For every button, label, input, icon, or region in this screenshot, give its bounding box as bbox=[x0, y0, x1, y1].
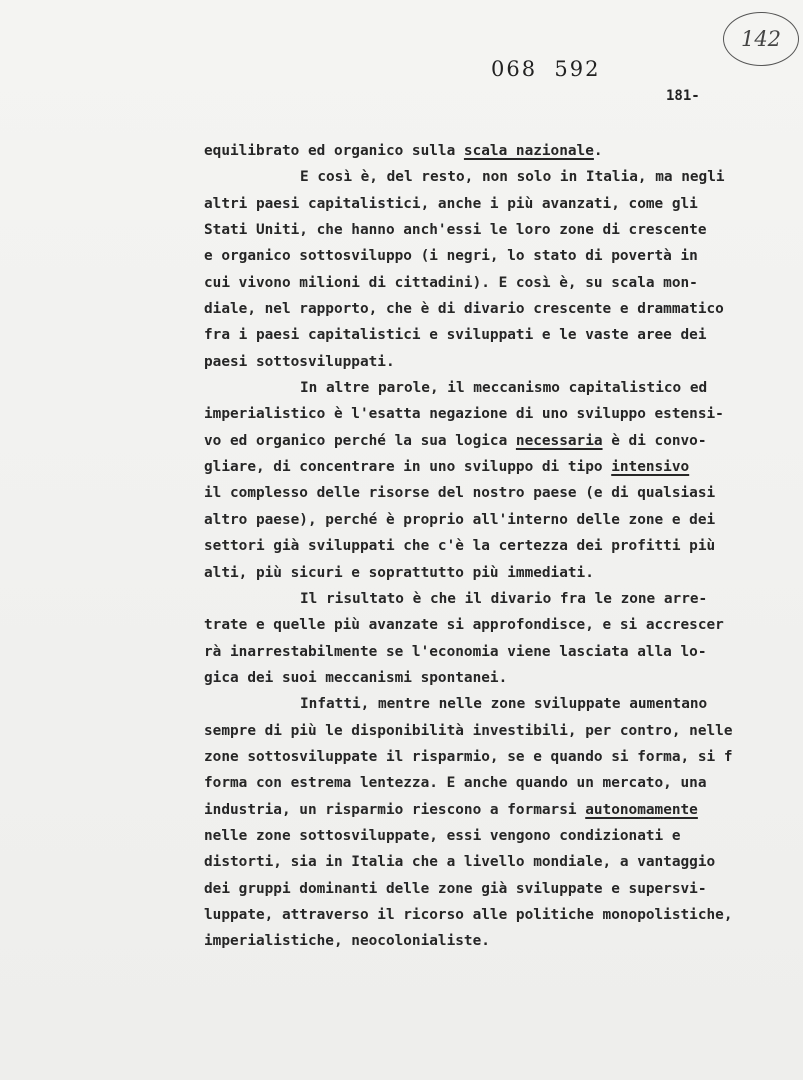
text-line bbox=[204, 823, 800, 849]
text-segment: imperialistiche, neocolonialiste. bbox=[204, 933, 490, 950]
document-number: 068 592 bbox=[491, 57, 601, 81]
text-line bbox=[204, 718, 800, 744]
text-line bbox=[204, 665, 800, 691]
text-segment: nelle zone sottosviluppate, essi vengono condizionati e bbox=[204, 827, 681, 844]
text-segment: altro paese), perché è proprio all'interno delle zone e dei bbox=[204, 511, 716, 528]
text-line bbox=[204, 375, 800, 401]
text-segment: Il risultato è che il divario fra le zone arre- bbox=[300, 590, 708, 607]
text-line bbox=[204, 164, 800, 190]
page-number: 181- bbox=[666, 88, 700, 104]
text-line bbox=[204, 138, 800, 164]
underlined-text: necessaria bbox=[515, 432, 603, 449]
text-segment: industria, un risparmio riescono a formarsi bbox=[204, 801, 586, 818]
handwritten-page-stamp bbox=[723, 12, 799, 66]
text-segment: altri paesi capitalistici, anche i più avanzati, come gli bbox=[204, 195, 698, 212]
text-segment: gica dei suoi meccanismi spontanei. bbox=[204, 669, 508, 686]
text-segment: distorti, sia in Italia che a livello mondiale, a vantaggio bbox=[204, 854, 716, 871]
text-segment: luppate, attraverso il ricorso alle politiche monopolistiche, bbox=[204, 906, 733, 923]
text-segment: sempre di più le disponibilità investibili, per contro, nelle bbox=[204, 722, 733, 739]
text-line bbox=[204, 639, 800, 665]
text-segment: In altre parole, il meccanismo capitalistico ed bbox=[300, 380, 708, 397]
stamp-number: 142 bbox=[740, 27, 782, 51]
text-segment: Stati Uniti, che hanno anch'essi le loro zone di crescente bbox=[204, 222, 707, 239]
text-segment: alti, più sicuri e soprattutto più immediati. bbox=[204, 564, 594, 581]
text-line bbox=[204, 533, 800, 559]
text-line bbox=[204, 928, 800, 954]
text-line bbox=[204, 744, 800, 770]
underlined-text: scala nazionale bbox=[463, 143, 594, 159]
text-line bbox=[204, 217, 800, 243]
text-segment: dei gruppi dominanti delle zone già sviluppate e supersvi- bbox=[204, 880, 707, 897]
text-line bbox=[204, 454, 800, 480]
text-line bbox=[204, 191, 800, 217]
text-line bbox=[204, 480, 800, 506]
text-segment: Infatti, mentre nelle zone sviluppate aumentano bbox=[300, 696, 708, 713]
text-line bbox=[204, 507, 800, 533]
text-line bbox=[204, 586, 800, 612]
text-segment: equilibrato ed organico sulla bbox=[204, 143, 464, 159]
text-line bbox=[204, 296, 800, 322]
underlined-text: autonomamente bbox=[585, 801, 698, 818]
text-segment: diale, nel rapporto, che è di divario crescente e drammatico bbox=[204, 301, 724, 318]
text-segment: cui vivono milioni di cittadini). E così è, su scala mon- bbox=[204, 274, 698, 291]
text-segment: è di convo- bbox=[602, 432, 707, 449]
text-line bbox=[204, 243, 800, 269]
text-segment: imperialistico è l'esatta negazione di uno sviluppo estensi- bbox=[204, 406, 724, 423]
underlined-text: intensivo bbox=[611, 459, 690, 476]
text-segment: zone sottosviluppate il risparmio, se e quando si forma, si f bbox=[204, 748, 733, 765]
text-segment: settori già sviluppati che c'è la certezza dei profitti più bbox=[204, 538, 716, 555]
text-line bbox=[204, 270, 800, 296]
text-segment: il complesso delle risorse del nostro paese (e di qualsiasi bbox=[204, 485, 716, 502]
text-line bbox=[204, 612, 800, 638]
text-segment: fra i paesi capitalistici e sviluppati e le vaste aree dei bbox=[204, 327, 707, 344]
text-line bbox=[204, 902, 800, 928]
text-line bbox=[204, 322, 800, 348]
text-line bbox=[204, 560, 800, 586]
text-segment: e organico sottosviluppo (i negri, lo stato di povertà in bbox=[204, 248, 698, 265]
text-segment: forma con estrema lentezza. E anche quando un mercato, una bbox=[204, 775, 707, 792]
text-line bbox=[204, 849, 800, 875]
text-line bbox=[204, 691, 800, 717]
text-line bbox=[204, 770, 800, 796]
text-segment: E così è, del resto, non solo in Italia, ma negli bbox=[300, 169, 725, 186]
text-segment: rà inarrestabilmente se l'economia viene lasciata alla lo- bbox=[204, 643, 707, 660]
text-segment: . bbox=[593, 143, 603, 159]
text-line bbox=[204, 428, 800, 454]
text-segment: paesi sottosviluppati. bbox=[204, 353, 395, 370]
body-text bbox=[204, 138, 800, 955]
text-line bbox=[204, 349, 800, 375]
text-line bbox=[204, 876, 800, 902]
text-segment: trate e quelle più avanzate si approfondisce, e si accrescer bbox=[204, 617, 724, 634]
text-line bbox=[204, 401, 800, 427]
text-segment: gliare, di concentrare in uno sviluppo di tipo bbox=[204, 459, 612, 476]
text-line bbox=[204, 797, 800, 823]
text-segment: vo ed organico perché la sua logica bbox=[204, 432, 516, 449]
